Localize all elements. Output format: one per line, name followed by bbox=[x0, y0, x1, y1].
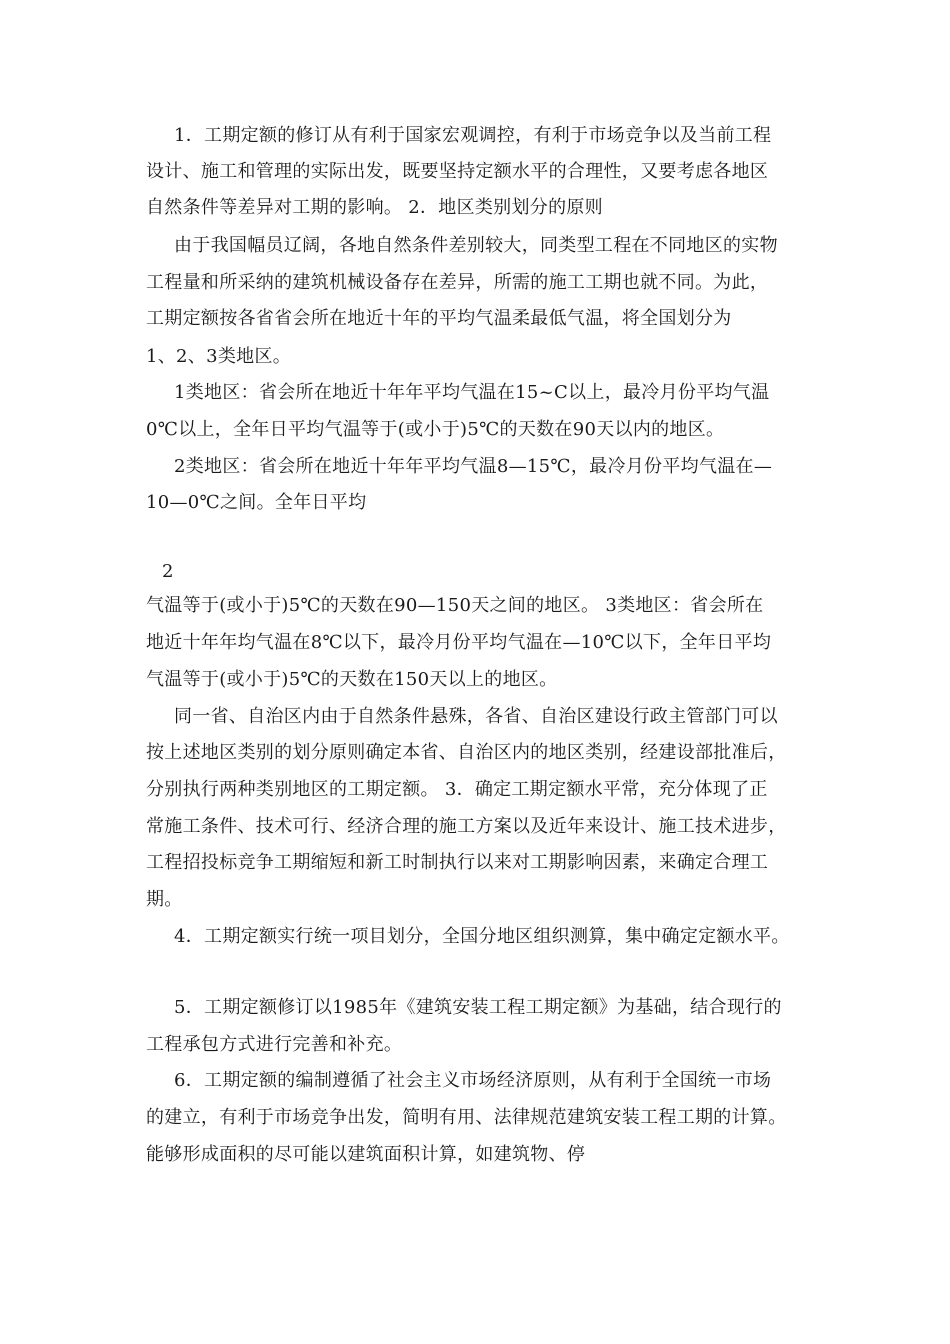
text-line: 2类地区：省会所在地近十年年平均气温8—15℃，最冷月份平均气温在— bbox=[174, 456, 773, 477]
text-line: 工期定额按各省省会所在地近十年的平均气温柔最低气温，将全国划分为 bbox=[146, 308, 732, 329]
text-line: 自然条件等差异对工期的影响。 2．地区类别划分的原则 bbox=[146, 197, 603, 218]
text-line: 6．工期定额的编制遵循了社会主义市场经济原则，从有利于全国统一市场 bbox=[174, 1070, 772, 1091]
text-line: 分别执行两种类别地区的工期定额。 3．确定工期定额水平常，充分体现了正 bbox=[146, 779, 768, 800]
text-line: 工程承包方式进行完善和补充。 bbox=[146, 1034, 403, 1055]
text-line: 4．工期定额实行统一项目划分，全国分地区组织测算，集中确定定额水平。 bbox=[174, 926, 790, 947]
text-line: 5．工期定额修订以1985年《建筑安装工程工期定额》为基础，结合现行的 bbox=[174, 997, 782, 1018]
text-line: 10—0℃之间。全年日平均 bbox=[146, 492, 367, 513]
text-line: 工程招投标竞争工期缩短和新工时制执行以来对工期影响因素，来确定合理工 bbox=[146, 852, 769, 873]
text-line: 1类地区：省会所在地近十年年平均气温在15~C以上，最冷月份平均气温 bbox=[174, 382, 770, 403]
text-line: 0℃以上，全年日平均气温等于(或小于)5℃的天数在90天以内的地区。 bbox=[146, 419, 725, 440]
text-line: 气温等于(或小于)5℃的天数在90—150天之间的地区。 3类地区：省会所在 bbox=[146, 595, 764, 616]
text-line: 气温等于(或小于)5℃的天数在150天以上的地区。 bbox=[146, 669, 558, 690]
text-line: 按上述地区类别的划分原则确定本省、自治区内的地区类别，经建设部批准后， bbox=[146, 742, 787, 763]
text-line: 1．工期定额的修订从有利于国家宏观调控，有利于市场竞争以及当前工程 bbox=[174, 125, 772, 146]
page-number: 2 bbox=[162, 561, 174, 582]
text-line: 地近十年年均气温在8℃以下，最冷月份平均气温在—10℃以下，全年日平均 bbox=[146, 632, 772, 653]
text-line: 由于我国幅员辽阔，各地自然条件差别较大，同类型工程在不同地区的实物 bbox=[174, 235, 778, 256]
text-line: 工程量和所采纳的建筑机械设备存在差异，所需的施工工期也就不同。为此， bbox=[146, 272, 769, 293]
text-line: 的建立，有利于市场竞争出发，简明有用、法律规范建筑安装工程工期的计算。 bbox=[146, 1107, 787, 1128]
text-line: 期。 bbox=[146, 889, 183, 910]
text-line: 1、2、3类地区。 bbox=[146, 346, 292, 367]
text-line: 常施工条件、技术可行、经济合理的施工方案以及近年来设计、施工技术进步， bbox=[146, 816, 787, 837]
text-line: 设计、施工和管理的实际出发，既要坚持定额水平的合理性，又要考虑各地区 bbox=[146, 161, 769, 182]
text-line: 同一省、自治区内由于自然条件悬殊，各省、自治区建设行政主管部门可以 bbox=[174, 706, 778, 727]
text-line: 能够形成面积的尽可能以建筑面积计算，如建筑物、停 bbox=[146, 1144, 586, 1165]
